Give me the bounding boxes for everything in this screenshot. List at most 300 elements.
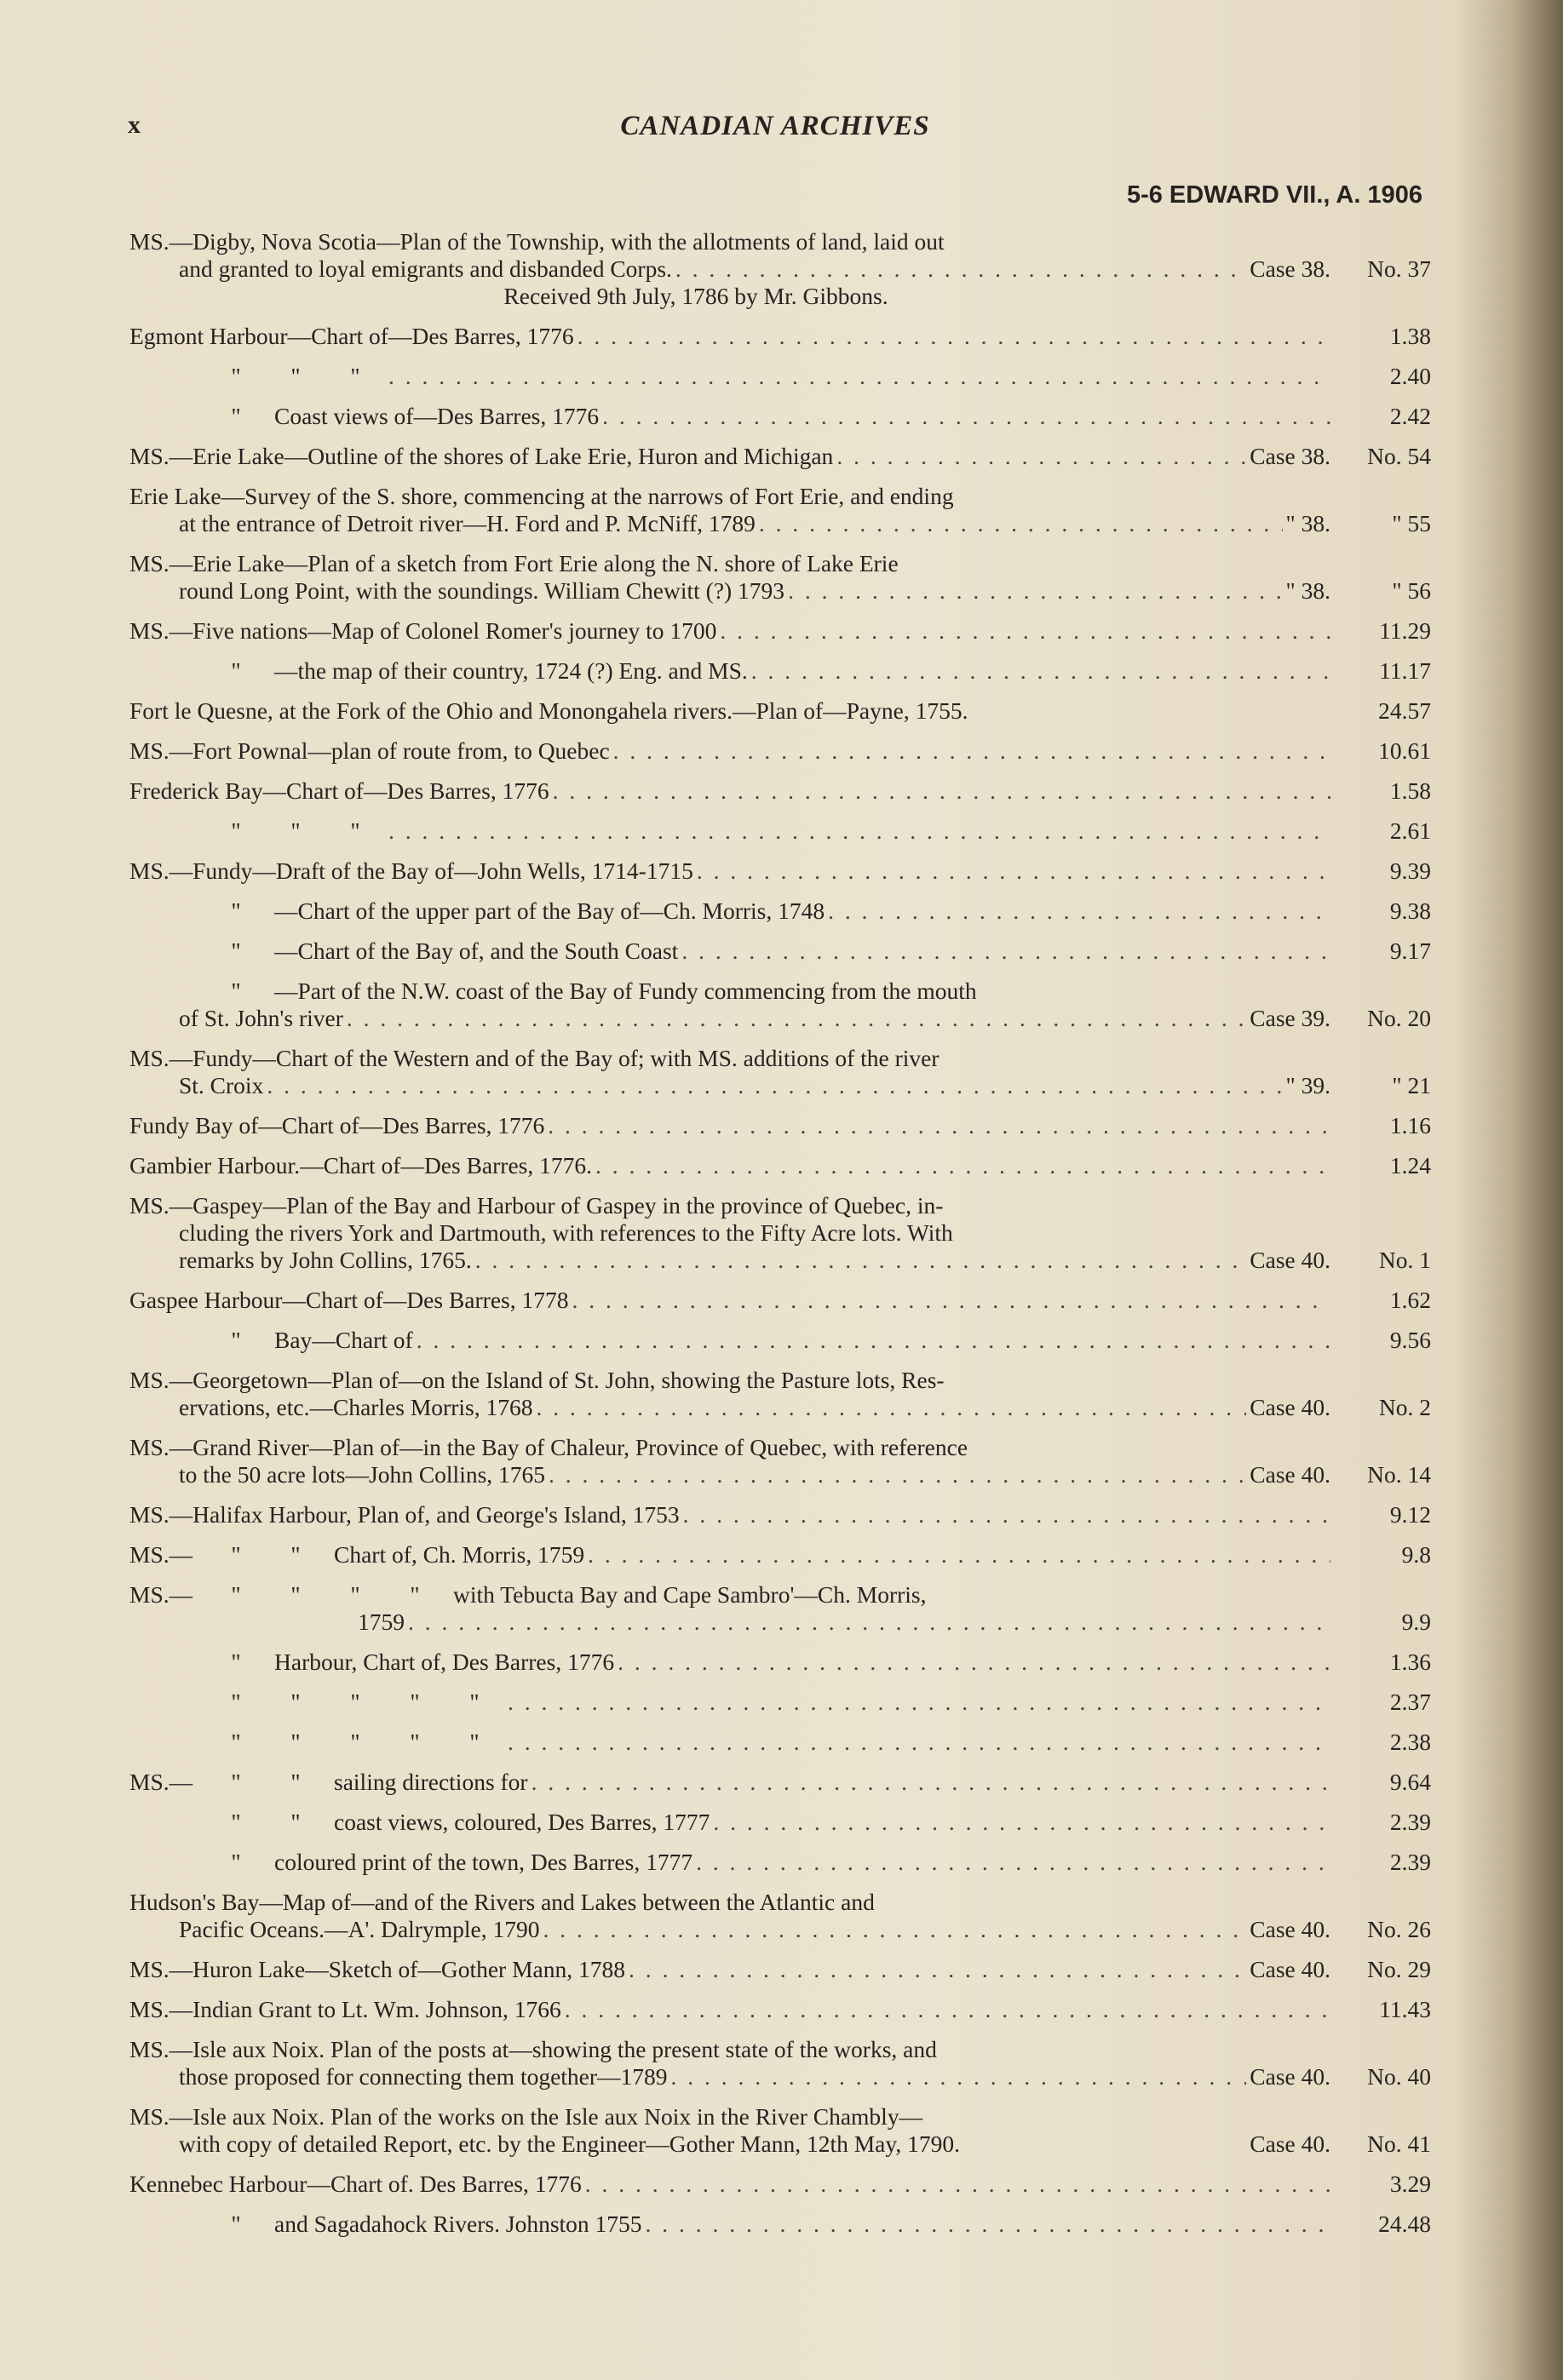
entry-description [129,403,1330,430]
entry-description [129,697,1330,725]
entry-text: MS.—Fort Pownal—plan of route from, to Quebec [129,737,610,764]
entry-description [129,1729,1330,1756]
entry-prefix: MS.— [129,1769,193,1795]
reference-number: 1.38 [1389,323,1431,349]
entry-line [129,443,1330,470]
leader-dots [405,1609,1330,1636]
entry-line [129,1072,1330,1099]
leader-dots [710,1809,1330,1836]
entry-description [129,550,1330,605]
entry-description [129,1889,1330,1943]
ditto-mark: " [231,938,241,964]
entry-line [129,1956,1330,1983]
entry-line [129,1219,1330,1247]
case-number: " 38. [1285,510,1330,536]
reference-number: 1.58 [1389,777,1431,804]
page-edge-shadow [1512,0,1563,2380]
reference-number: 9.39 [1389,857,1431,884]
page-title: CANADIAN ARCHIVES [620,111,930,141]
entry-line [129,2036,1330,2063]
leader-dots [625,1956,1246,1983]
case-number: Case 38. [1250,255,1330,282]
reference-number: 9.9 [1401,1609,1431,1635]
leader-dots [833,443,1246,470]
ditto-mark: " [290,1769,301,1795]
leader-dots [343,1005,1246,1032]
catalogue-entry [129,228,1431,310]
entry-title: —Part of the N.W. coast of the Bay of Fundy commencing from the mouth [274,978,977,1004]
entry-line [129,483,1330,510]
entry-description [129,1689,1330,1716]
entry-line [129,657,1330,685]
leader-dots [385,817,1330,845]
catalogue-entry [129,978,1431,1032]
entry-line [129,1247,1330,1274]
entry-text: St. Croix [179,1072,264,1098]
leader-dots [716,617,1330,645]
entry-line [129,857,1330,885]
leader-dots [748,657,1330,685]
reference-number: 9.64 [1389,1769,1431,1795]
entry-description [129,1327,1330,1354]
entry-text: Erie Lake—Survey of the S. shore, commencing at the narrows of Fort Erie, and ending [129,483,954,509]
entry-text [129,1581,927,1608]
reference-number: No. 20 [1367,1005,1431,1031]
entry-text: Hudson's Bay—Map of—and of the Rivers and Lakes between the Atlantic and [129,1889,875,1915]
leader-dots [413,1327,1330,1354]
entry-line [129,777,1330,805]
leader-dots [693,857,1330,885]
reference-number: 2.42 [1389,403,1431,429]
entry-description [129,1649,1330,1676]
entry-text [129,1809,710,1836]
entry-description [129,817,1330,845]
reference-number: 1.24 [1389,1152,1431,1179]
leader-dots [504,1689,1330,1716]
leader-dots [544,1112,1330,1139]
entry-description [129,2211,1330,2238]
entry-text: MS.—Gaspey—Plan of the Bay and Harbour of Gaspey in the province of Quebec, in- [129,1192,944,1219]
entry-line [129,1005,1330,1032]
catalogue-entry [129,938,1431,965]
entry-description [129,938,1330,965]
reference-number: No. 41 [1367,2131,1431,2157]
leader-dots [568,1287,1330,1314]
entry-text: 1759 [358,1609,405,1635]
catalogue-entry [129,1192,1431,1274]
ditto-mark: " [231,1849,241,1875]
entry-text: MS.—Georgetown—Plan of—on the Island of St. John, showing the Pasture lots, Res- [129,1367,945,1393]
entry-text [129,1729,504,1756]
entry-text: of St. John's river [179,1005,343,1031]
ditto-mark: " [469,1729,480,1755]
entry-text: to the 50 acre lots—John Collins, 1765 [179,1461,546,1488]
reference-number: 9.8 [1401,1541,1431,1568]
ditto-mark: " [231,1689,241,1715]
entry-text [129,817,385,845]
case-number: Case 40. [1250,2131,1330,2157]
entry-description [129,443,1330,470]
leader-dots [756,510,1283,537]
entry-description [129,228,1330,310]
entry-title: with Tebucta Bay and Cape Sambro'—Ch. Morris, [453,1581,927,1608]
entry-description [129,1809,1330,1836]
entry-title: Coast views of—Des Barres, 1776 [274,403,600,429]
catalogue-entry [129,363,1431,390]
entry-line [129,938,1330,965]
entry-text [129,898,825,925]
catalogue-entry [129,1327,1431,1354]
ditto-mark: " [410,1581,420,1608]
leader-dots [784,577,1282,605]
reference-number: 11.43 [1379,1996,1431,2022]
reference-number: 10.61 [1378,737,1431,764]
ditto-mark: " [231,898,241,924]
entry-description [129,978,1330,1032]
entry-line [129,617,1330,645]
ditto-mark: " [231,1769,241,1795]
leader-dots [574,323,1330,350]
ditto-mark: " [231,1327,241,1353]
entry-line [129,1501,1330,1528]
entry-line [129,2171,1330,2198]
entry-line [129,1889,1330,1916]
running-head [128,111,1422,145]
catalogue-entry [129,2036,1431,2090]
entry-text: MS.—Isle aux Noix. Plan of the works on the Isle aux Noix in the River Chambly— [129,2103,923,2130]
leader-dots [599,403,1330,430]
catalogue-entry [129,1809,1431,1836]
entry-text: MS.—Halifax Harbour, Plan of, and George's Island, 1753 [129,1501,680,1528]
entry-line [129,1045,1330,1072]
catalogue-entry [129,1045,1431,1099]
leader-dots [549,777,1330,805]
reference-number: " 56 [1392,577,1431,604]
entry-text: MS.—Five nations—Map of Colonel Romer's journey to 1700 [129,617,717,644]
entry-text: MS.—Erie Lake—Outline of the shores of Lake Erie, Huron and Michigan [129,443,834,469]
entry-description [129,617,1330,645]
entry-text: Frederick Bay—Chart of—Des Barres, 1776 [129,777,549,804]
entry-description [129,857,1330,885]
reference-number: 2.39 [1389,1849,1431,1875]
reference-number: 24.57 [1378,697,1431,724]
catalogue-entry [129,657,1431,685]
ditto-mark: " [231,1729,241,1755]
entry-description [129,1287,1330,1314]
leader-dots [385,363,1330,390]
entry-text: cluding the rivers York and Dartmouth, with references to the Fifty Acre lots. With [179,1219,953,1246]
catalogue-entry [129,1434,1431,1488]
entry-line [129,817,1330,845]
entry-text: at the entrance of Detroit river—H. Ford and P. McNiff, 1789 [179,510,756,536]
entry-line [129,255,1330,283]
entry-title: Bay—Chart of [274,1327,413,1353]
entry-text [129,1769,528,1796]
leader-dots [614,1649,1330,1676]
entry-title: Chart of, Ch. Morris, 1759 [334,1541,585,1568]
entry-text: Gambier Harbour.—Chart of—Des Barres, 1776. [129,1152,592,1179]
entry-text [129,403,599,430]
catalogue-entry [129,323,1431,350]
reference-number: " 21 [1392,1072,1431,1098]
entry-line [129,403,1330,430]
catalogue-entry [129,1367,1431,1421]
catalogue-entry [129,483,1431,537]
entry-text: remarks by John Collins, 1765. [179,1247,472,1273]
entry-line [129,1541,1330,1569]
catalogue-entry [129,1152,1431,1179]
catalogue-entry [129,1956,1431,1983]
entry-text: MS.—Erie Lake—Plan of a sketch from Fort Erie along the N. shore of Lake Erie [129,550,899,576]
entry-description [129,323,1330,350]
reference-number: 9.38 [1389,898,1431,924]
entry-line [129,1112,1330,1139]
ditto-mark: " [290,363,301,389]
entry-text [129,657,748,685]
entry-description [129,1849,1330,1876]
reference-number: No. 37 [1367,255,1431,282]
entry-line [129,1461,1330,1488]
entry-text: round Long Point, with the soundings. William Chewitt (?) 1793 [179,577,785,604]
entry-line [129,1152,1330,1179]
entry-line [129,1434,1330,1461]
ditto-mark: " [290,1809,301,1835]
entry-line [129,577,1330,605]
reference-number: 11.29 [1379,617,1431,644]
reference-number: 2.61 [1389,817,1431,844]
entry-text: Fundy Bay of—Chart of—Des Barres, 1776 [129,1112,545,1138]
entry-text: those proposed for connecting them together—1789 [179,2063,668,2090]
ditto-mark: " [290,1581,301,1608]
ditto-mark: " [350,1729,360,1755]
catalogue-entry [129,2171,1431,2198]
entry-title: Harbour, Chart of, Des Barres, 1776 [274,1649,615,1675]
entry-title: sailing directions for [334,1769,528,1795]
entry-description [129,1541,1330,1569]
catalogue-entry [129,2211,1431,2238]
entry-text: MS.—Fundy—Chart of the Western and of the Bay of; with MS. additions of the river [129,1045,940,1071]
catalogue-entry [129,1649,1431,1676]
ditto-mark: " [350,1581,360,1608]
reference-number: No. 14 [1367,1461,1431,1488]
leader-dots [825,898,1330,925]
entry-line [129,1769,1330,1796]
entry-text: MS.—Indian Grant to Lt. Wm. Johnson, 1766 [129,1996,561,2022]
catalogue-entry [129,1849,1431,1876]
entry-line [129,1327,1330,1354]
ditto-mark: " [231,1809,241,1835]
leader-dots [545,1461,1246,1488]
catalogue-entry [129,617,1431,645]
catalogue-entry [129,403,1431,430]
entry-description [129,1192,1330,1274]
entry-text: MS.—Isle aux Noix. Plan of the posts at—showing the present state of the works, and [129,2036,937,2062]
catalogue-entry [129,697,1431,725]
entry-line [129,1649,1330,1676]
leader-dots [561,1996,1330,2023]
catalogue-entry [129,1541,1431,1569]
entry-line [129,1192,1330,1219]
entry-text: Fort le Quesne, at the Fork of the Ohio and Monongahela rivers.—Plan of—Payne, 1755. [129,697,968,724]
leader-dots [504,1729,1330,1756]
catalogue-entry [129,1689,1431,1716]
reference-number: " 55 [1392,510,1431,536]
entry-description [129,737,1330,765]
reference-number: 1.62 [1389,1287,1431,1313]
ditto-mark: " [290,817,301,844]
entry-description [129,1152,1330,1179]
entry-title: coast views, coloured, Des Barres, 1777 [334,1809,710,1835]
entry-line [129,1609,1330,1636]
case-number: Case 40. [1250,1461,1330,1488]
entry-text: and granted to loyal emigrants and disbanded Corps. [179,255,672,282]
reference-number: No. 26 [1367,1916,1431,1942]
reference-number: 2.40 [1389,363,1431,389]
entry-text: MS.—Fundy—Draft of the Bay of—John Wells, 1714-1715 [129,857,693,884]
entry-line [129,2211,1330,2238]
page-folio: x [128,111,141,139]
leader-dots [263,1072,1282,1099]
leader-dots [592,1152,1330,1179]
entry-prefix: MS.— [129,1541,193,1568]
entry-description [129,777,1330,805]
catalogue-entry [129,1769,1431,1796]
case-number: Case 39. [1250,1005,1330,1031]
entry-line [129,1996,1330,2023]
leader-dots [582,2171,1330,2198]
entry-text [129,2211,642,2238]
reference-number: 9.17 [1389,938,1431,964]
entry-text: MS.—Grand River—Plan of—in the Bay of Chaleur, Province of Quebec, with reference [129,1434,968,1460]
catalogue-entry [129,817,1431,845]
entry-note: Received 9th July, 1786 by Mr. Gibbons. [503,283,888,309]
leader-dots [668,2063,1247,2090]
catalogue-entry [129,1581,1431,1636]
entry-description [129,1956,1330,1983]
entry-text: Gaspee Harbour—Chart of—Des Barres, 1778 [129,1287,569,1313]
ditto-mark: " [231,403,241,429]
catalogue-entry [129,1112,1431,1139]
reference-number: No. 29 [1367,1956,1431,1982]
entry-title: coloured print of the town, Des Barres, 1777 [274,1849,693,1875]
leader-dots [642,2211,1330,2238]
entry-text [129,363,385,390]
entry-line [129,1367,1330,1394]
entry-line [129,737,1330,765]
case-number: Case 38. [1250,443,1330,469]
entry-line [129,510,1330,537]
catalogue-list [129,228,1431,2251]
ditto-mark: " [231,978,241,1004]
leader-dots [528,1769,1330,1796]
entry-description [129,2036,1330,2090]
ditto-mark: " [231,1649,241,1675]
entry-line [129,898,1330,925]
case-number: Case 40. [1250,2063,1330,2090]
reference-number: 9.56 [1389,1327,1431,1353]
entry-line [129,1729,1330,1756]
entry-description [129,1769,1330,1796]
catalogue-entry [129,857,1431,885]
entry-line [129,1689,1330,1716]
leader-dots [692,1849,1330,1876]
catalogue-entry [129,550,1431,605]
ditto-mark: " [231,657,241,684]
entry-line [129,978,1330,1005]
entry-description [129,1367,1330,1421]
entry-line [129,1581,1330,1609]
entry-description [129,2103,1330,2158]
entry-text: with copy of detailed Report, etc. by the Engineer—Gother Mann, 12th May, 1790. [179,2131,960,2157]
reference-number: No. 40 [1367,2063,1431,2090]
entry-line [129,2103,1330,2131]
entry-line [129,2131,1330,2158]
entry-text: MS.—Huron Lake—Sketch of—Gother Mann, 1788 [129,1956,625,1982]
catalogue-entry [129,898,1431,925]
entry-text: Egmont Harbour—Chart of—Des Barres, 1776 [129,323,574,349]
entry-description [129,2171,1330,2198]
case-number: Case 40. [1250,1956,1330,1982]
catalogue-entry [129,2103,1431,2158]
entry-text: Kennebec Harbour—Chart of. Des Barres, 1776 [129,2171,582,2197]
entry-text [129,1689,504,1716]
entry-description [129,1112,1330,1139]
entry-description [129,483,1330,537]
entry-line [129,1287,1330,1314]
session-heading: 5-6 EDWARD VII., A. 1906 [1126,181,1422,209]
catalogue-entry [129,1889,1431,1943]
reference-number: 24.48 [1378,2211,1431,2237]
catalogue-entry [129,737,1431,765]
leader-dots [678,938,1330,965]
ditto-mark: " [290,1541,301,1568]
catalogue-entry [129,1501,1431,1528]
entry-description [129,1434,1330,1488]
entry-description [129,657,1330,685]
ditto-mark: " [231,1581,241,1608]
ditto-mark: " [231,1541,241,1568]
reference-number: 3.29 [1389,2171,1431,2197]
ditto-mark: " [290,1689,301,1715]
reference-number: No. 1 [1378,1247,1431,1273]
ditto-mark: " [231,817,241,844]
entry-text [129,1327,413,1354]
reference-number: No. 2 [1378,1394,1431,1420]
entry-description [129,1501,1330,1528]
catalogue-entry [129,1996,1431,2023]
entry-line [129,550,1330,577]
ditto-mark: " [290,1729,301,1755]
entry-line [129,2063,1330,2090]
entry-description [129,898,1330,925]
catalogue-entry [129,777,1431,805]
reference-number: 1.16 [1389,1112,1431,1138]
ditto-mark: " [350,817,360,844]
leader-dots [672,255,1246,283]
entry-text: ervations, etc.—Charles Morris, 1768 [179,1394,533,1420]
entry-title: —the map of their country, 1724 (?) Eng. and MS. [274,657,748,684]
entry-description [129,363,1330,390]
entry-line [129,323,1330,350]
entry-line [129,697,1330,725]
ditto-mark: " [410,1689,420,1715]
ditto-mark: " [410,1729,420,1755]
reference-number: 2.38 [1389,1729,1431,1755]
entry-description [129,1045,1330,1099]
leader-dots [539,1916,1246,1943]
case-number: Case 40. [1250,1247,1330,1273]
reference-number: 2.39 [1389,1809,1431,1835]
